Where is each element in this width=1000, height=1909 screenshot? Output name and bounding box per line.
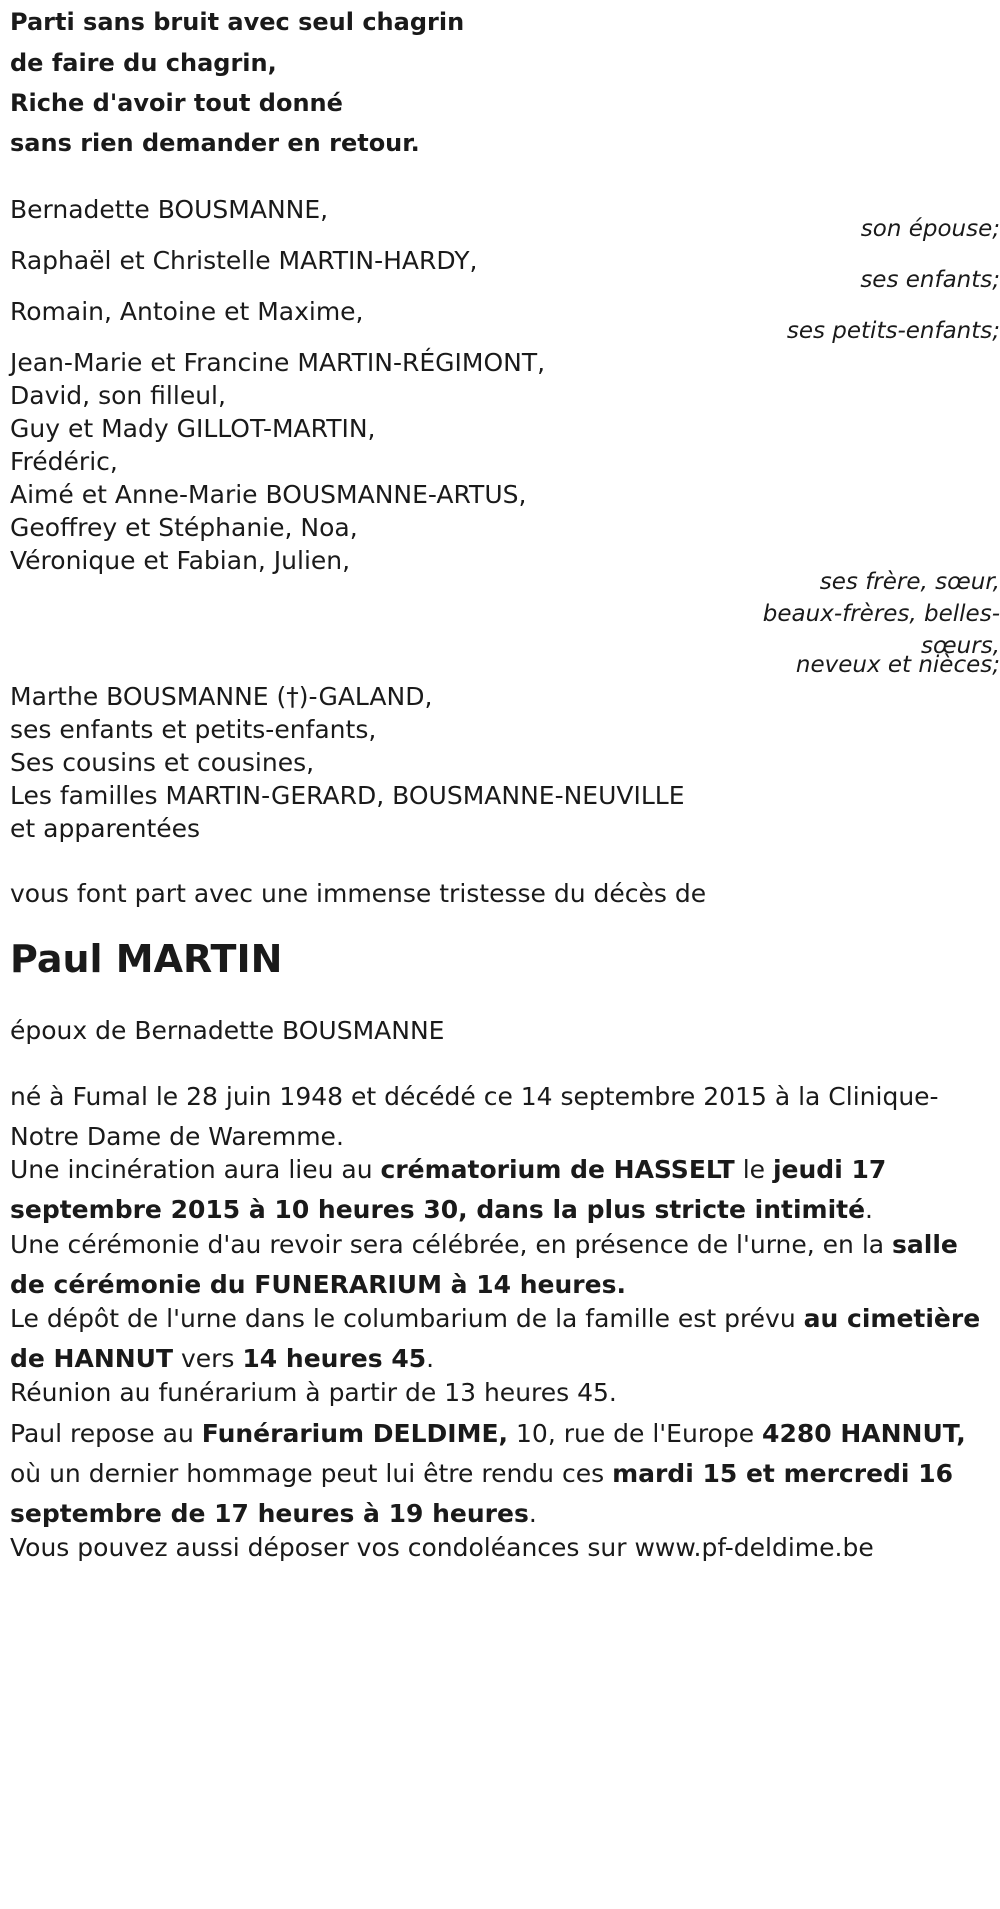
cremation-paragraph: [10, 1150, 1000, 1230]
rest-funeral-home: Funérarium DELDIME,: [201, 1419, 509, 1448]
rest-text-4: .: [528, 1499, 537, 1528]
condolences-paragraph: Vous pouvez aussi déposer vos condoléances sur www.pf-deldime.be: [10, 1533, 874, 1562]
deceased-name: Paul MARTIN: [10, 937, 283, 981]
ceremony-paragraph: [10, 1225, 1000, 1305]
others-line-2: ses enfants et petits-enfants,: [10, 715, 377, 744]
urn-time: 14 heures 45: [242, 1344, 427, 1373]
reunion-paragraph: Réunion au funérarium à partir de 13 heures 45.: [10, 1378, 617, 1407]
rest-visiting-hours: mardi 15 et mercredi 16 septembre de 17 heures à 19 heures: [10, 1459, 953, 1528]
poem-line-1: Parti sans bruit avec seul chagrin: [10, 8, 465, 36]
birth-death-paragraph: né à Fumal le 28 juin 1948 et décédé ce 14 septembre 2015 à la Clinique-Notre Dame de Waremme.: [10, 1082, 939, 1151]
cremation-place: crématorium de HASSELT: [380, 1155, 735, 1184]
rest-text-2: 10, rue de l'Europe: [508, 1419, 763, 1448]
ceremony-place: salle de cérémonie du FUNERARIUM à 14 heures.: [10, 1230, 958, 1299]
poem-line-2: de faire du chagrin,: [10, 49, 277, 77]
urn-text-3: .: [426, 1344, 435, 1373]
spouse-role: son épouse;: [860, 216, 1000, 242]
spouse-name: Bernadette BOUSMANNE,: [10, 195, 329, 224]
siblings-role-3: sœurs,: [921, 633, 1000, 659]
sibling-line-4: Frédéric,: [10, 447, 118, 476]
announcement-text: vous font part avec une immense tristesse du décès de: [10, 879, 707, 908]
others-line-4: Les familles MARTIN-GERARD, BOUSMANNE-NEUVILLE: [10, 781, 685, 810]
rest-city: 4280 HANNUT,: [762, 1419, 966, 1448]
urn-text-2: vers: [173, 1344, 243, 1373]
rest-text-1: Paul repose au: [10, 1419, 202, 1448]
grandchildren-role: ses petits-enfants;: [786, 318, 1000, 344]
rest-text-3: où un dernier hommage peut lui être rendu ces: [10, 1459, 613, 1488]
children-name: Raphaël et Christelle MARTIN-HARDY,: [10, 246, 478, 275]
sibling-line-7: Véronique et Fabian, Julien,: [10, 546, 351, 575]
sibling-line-5: Aimé et Anne-Marie BOUSMANNE-ARTUS,: [10, 480, 527, 509]
siblings-role-2: beaux-frères, belles-: [762, 601, 1000, 627]
grandchildren-name: Romain, Antoine et Maxime,: [10, 297, 364, 326]
spouse-of-text: époux de Bernadette BOUSMANNE: [10, 1016, 445, 1045]
rest-paragraph: [10, 1414, 1000, 1534]
cremation-date: jeudi 17 septembre 2015 à 10 heures 30, dans la plus stricte intimité: [10, 1155, 887, 1224]
sibling-line-6: Geoffrey et Stéphanie, Noa,: [10, 513, 358, 542]
urn-text-1: Le dépôt de l'urne dans le columbarium de la famille est prévu: [10, 1304, 804, 1333]
siblings-role-4: neveux et nièces;: [795, 652, 1000, 678]
ceremony-text-1: Une cérémonie d'au revoir sera célébrée, en présence de l'urne, en la: [10, 1230, 893, 1259]
sibling-line-3: Guy et Mady GILLOT-MARTIN,: [10, 414, 376, 443]
cremation-text-3: .: [865, 1195, 873, 1224]
sibling-line-1: Jean-Marie et Francine MARTIN-RÉGIMONT,: [10, 348, 546, 377]
siblings-role-1: ses frère, sœur,: [819, 569, 1000, 595]
urn-paragraph: [10, 1299, 1000, 1379]
children-role: ses enfants;: [860, 267, 1000, 293]
urn-place: au cimetière de HANNUT: [10, 1304, 981, 1373]
others-line-5: et apparentées: [10, 814, 201, 843]
others-line-3: Ses cousins et cousines,: [10, 748, 315, 777]
sibling-line-2: David, son filleul,: [10, 381, 226, 410]
others-line-1: Marthe BOUSMANNE (†)-GALAND,: [10, 682, 433, 711]
poem-line-4: sans rien demander en retour.: [10, 129, 420, 157]
poem-line-3: Riche d'avoir tout donné: [10, 89, 343, 117]
cremation-text-1: Une incinération aura lieu au: [10, 1155, 381, 1184]
cremation-text-2: le: [734, 1155, 773, 1184]
